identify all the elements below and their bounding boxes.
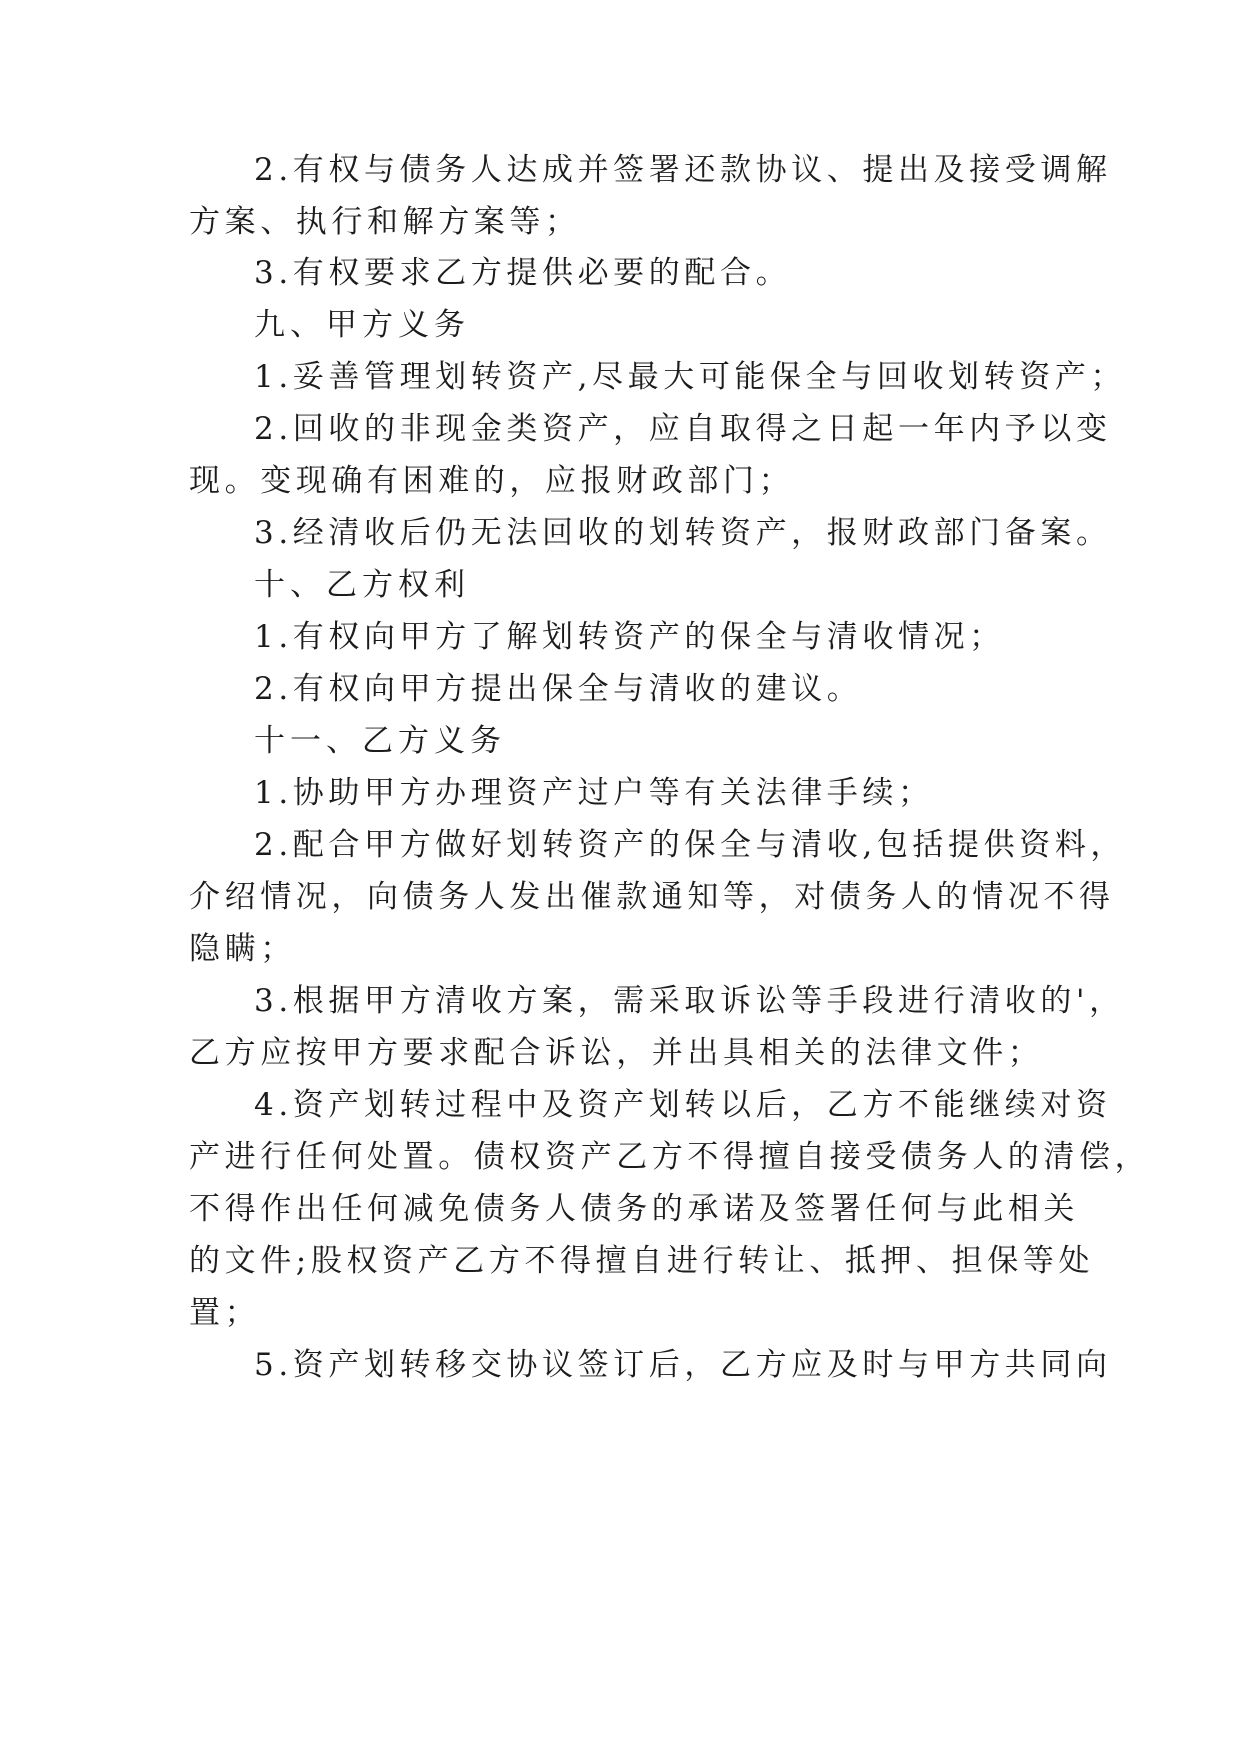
paragraph-line: 1.妥善管理划转资产,尽最大可能保全与回收划转资产； <box>254 359 1127 395</box>
paragraph-line: 3.经清收后仍无法回收的划转资产，报财政部门备案。 <box>254 515 1112 551</box>
paragraph-line: 产进行任何处置。债权资产乙方不得擅自接受债务人的清偿， <box>189 1139 1151 1175</box>
paragraph-line: 2.配合甲方做好划转资产的保全与清收,包括提供资料， <box>254 827 1127 863</box>
paragraph-line: 4.资产划转过程中及资产划转以后，乙方不能继续对资 <box>254 1087 1112 1123</box>
section-heading: 十、乙方权利 <box>254 567 470 603</box>
paragraph-line: 3.有权要求乙方提供必要的配合。 <box>254 255 792 291</box>
paragraph-line: 现。变现确有困难的，应报财政部门； <box>189 463 795 499</box>
section-heading: 十一、乙方义务 <box>254 723 506 759</box>
paragraph-line: 2.有权向甲方提出保全与清收的建议。 <box>254 671 863 707</box>
paragraph-line: 置； <box>189 1295 261 1331</box>
paragraph-line: 5.资产划转移交协议签订后，乙方应及时与甲方共同向 <box>254 1347 1112 1383</box>
paragraph-line: 隐瞒； <box>189 931 296 967</box>
paragraph-line: 1.协助甲方办理资产过户等有关法律手续； <box>254 775 934 811</box>
paragraph-line: 1.有权向甲方了解划转资产的保全与清收情况； <box>254 619 1005 655</box>
paragraph-line: 的文件;股权资产乙方不得擅自进行转让、抵押、担保等处 <box>189 1243 1095 1279</box>
paragraph-line: 乙方应按甲方要求配合诉讼，并出具相关的法律文件； <box>189 1035 1044 1071</box>
paragraph-line: 方案、执行和解方案等； <box>189 204 581 240</box>
paragraph-line: 2.回收的非现金类资产，应自取得之日起一年内予以变 <box>254 411 1112 447</box>
paragraph-line: 不得作出任何减免债务人债务的承诺及签署任何与此相关 <box>189 1191 1079 1227</box>
paragraph-line: 2.有权与债务人达成并签署还款协议、提出及接受调解 <box>254 152 1112 188</box>
paragraph-line: 介绍情况，向债务人发出催款通知等，对债务人的情况不得 <box>189 879 1115 915</box>
section-heading: 九、甲方义务 <box>254 307 470 343</box>
paragraph-line: 3.根据甲方清收方案，需采取诉讼等手段进行清收的'， <box>254 983 1125 1019</box>
